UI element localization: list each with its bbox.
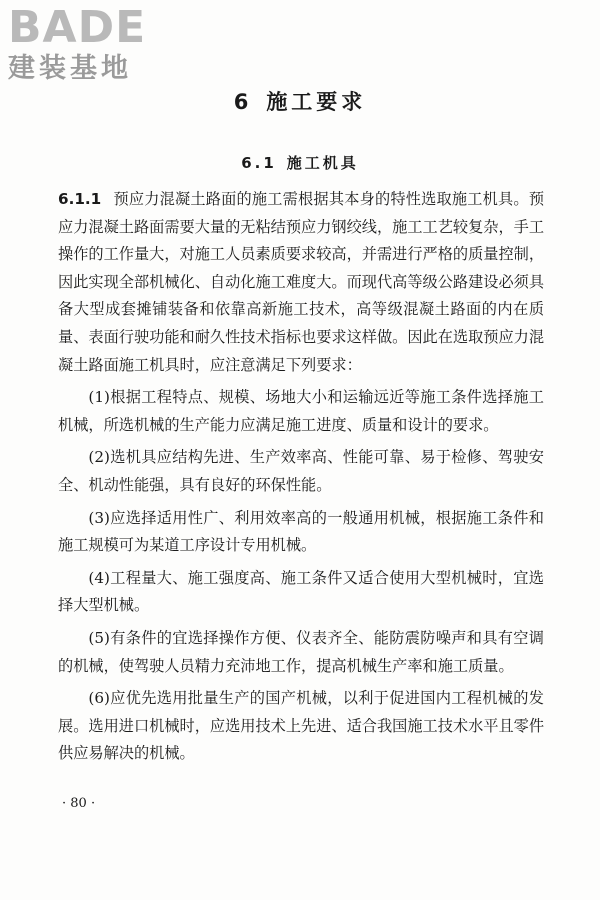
clause-paragraph [58, 186, 544, 379]
requirement-item-4: (4)工程量大、施工强度高、施工条件又适合使用大型机械时，宜选择大型机械。 [58, 568, 544, 615]
chapter-heading [0, 86, 600, 116]
clause-text: 预应力混凝土路面的施工需根据其本身的特性选取施工机具。预应力混凝土路面需要大量的无粘结预应力钢绞线，施工工艺较复杂，手工操作的工作量大，对施工人员素质要求较高，并需进行严格的质量控制，因此实现全部机械化、自动化施工难度大。而现代高等级公路建设必须具备大型成套摊铺装备和依靠高新施工技术，高等级混凝土路面的内在质量、表面行驶功能和耐久性技术指标也要求这样做。因此在选取预应力混凝土路面施工机具时，应注意满足下列要求： [58, 190, 544, 374]
section-title: 施工机具 [286, 154, 359, 172]
requirement-item-5: (5)有条件的宜选择操作方便、仪表齐全、能防震防噪声和具有空调的机械，使驾驶人员精力充沛地工作，提高机械生产率和施工质量。 [58, 628, 544, 675]
section-heading [0, 152, 600, 173]
page-number: · 80 · [62, 796, 96, 811]
requirement-item-6: (6)应优先选用批量生产的国产机械，以利于促进国内工程机械的发展。选用进口机械时，应选用技术上先进、适合我国施工技术水平且零件供应易解决的机械。 [58, 689, 544, 763]
watermark-logo [8, 2, 188, 84]
requirement-item-2: (2)选机具应结构先进、生产效率高、性能可靠、易于检修、驾驶安全、机动性能强，具有良好的环保性能。 [58, 448, 544, 494]
section-number: 6.1 [241, 154, 277, 172]
logo-brand: BADE [8, 2, 147, 53]
chapter-title: 施工要求 [266, 90, 367, 114]
clause-number: 6.1.1 [58, 190, 102, 208]
body-text [58, 186, 544, 768]
chapter-number: 6 [233, 90, 253, 114]
requirement-item-3: (3)应选择适用性广、利用效率高的一般通用机械，根据施工条件和施工规模可为某道工序设计专用机械。 [58, 508, 544, 555]
requirement-item-1: (1)根据工程特点、规模、场地大小和运输远近等施工条件选择施工机械，所选机械的生产能力应满足施工进度、质量和设计的要求。 [58, 388, 544, 434]
logo-subtitle: 建装基地 [8, 53, 132, 84]
